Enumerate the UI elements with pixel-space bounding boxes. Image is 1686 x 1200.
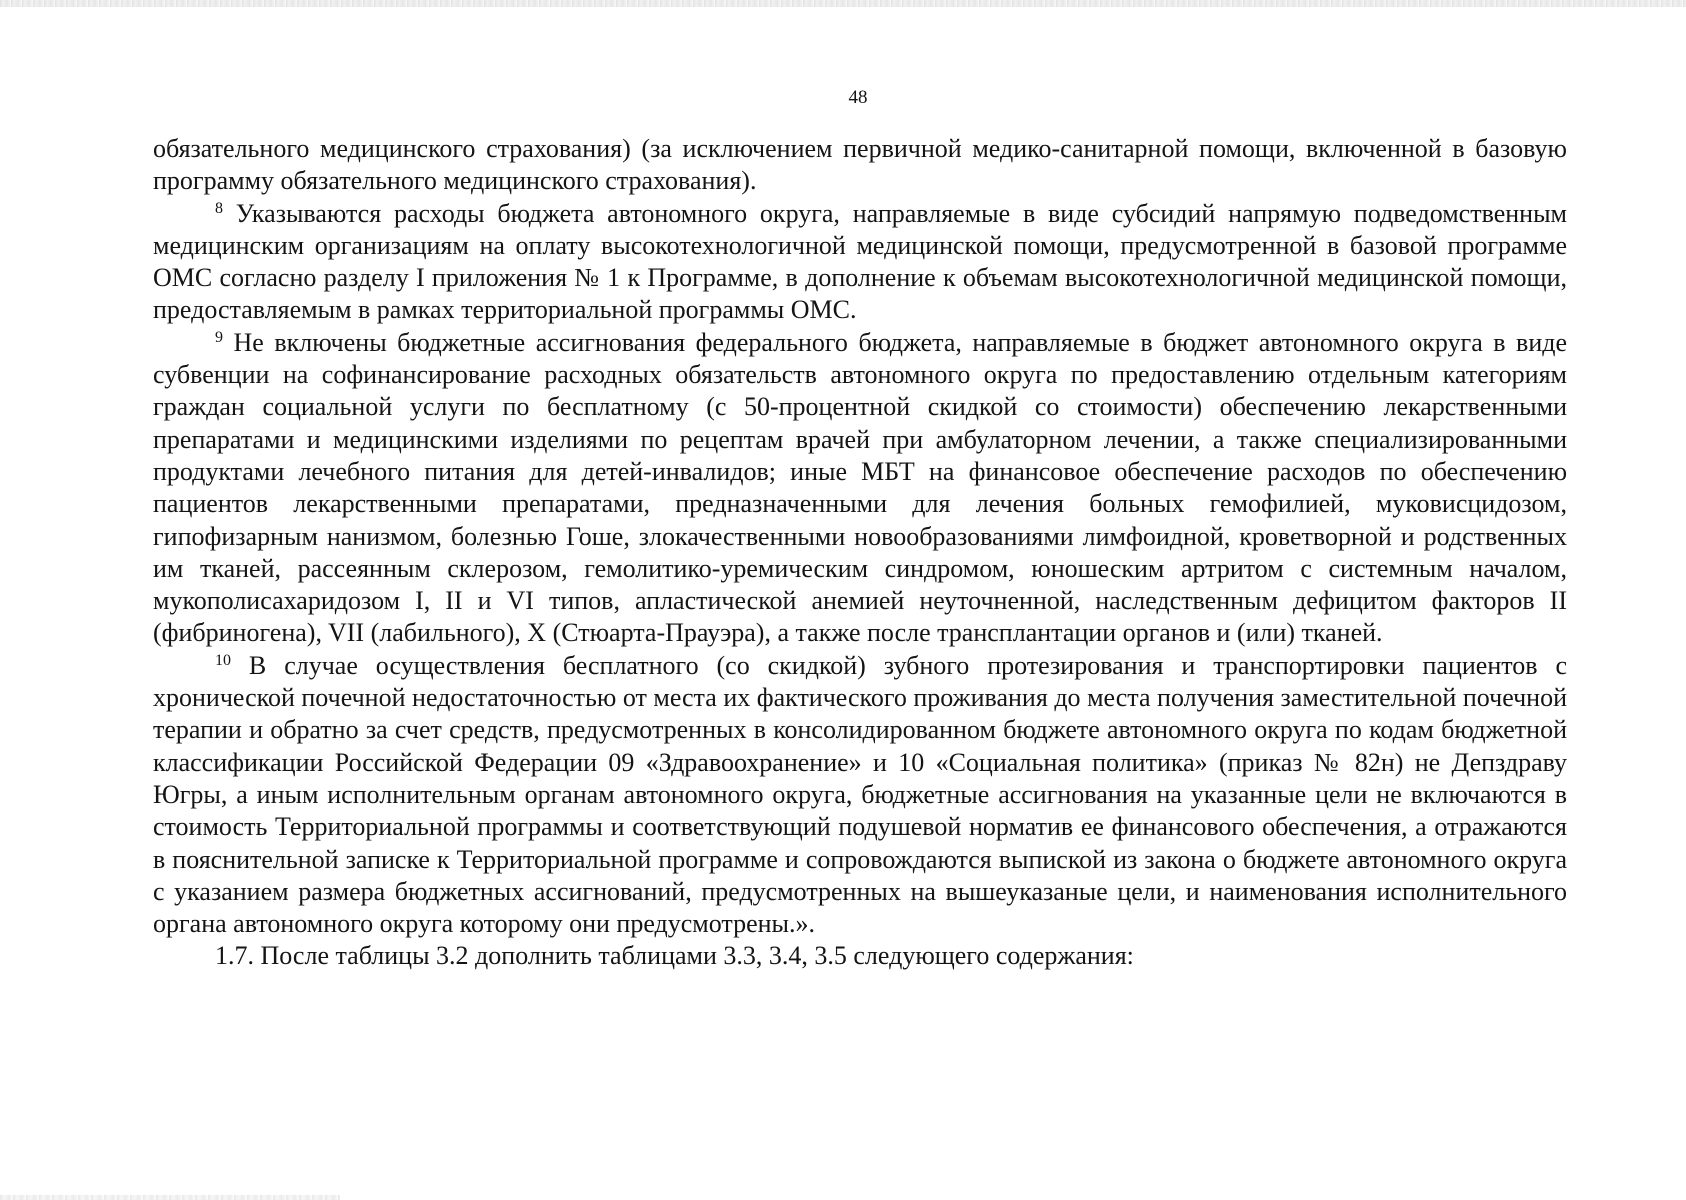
footnote-9-mark: 9 — [215, 328, 223, 346]
footnote-8-mark: 8 — [215, 199, 223, 217]
footnote-8 — [153, 198, 1567, 327]
page-number: 48 — [848, 87, 868, 108]
footnote-9 — [153, 327, 1567, 650]
scan-edge-top — [0, 0, 1686, 7]
footnote-10 — [153, 650, 1567, 941]
footnote-9-text: Не включены бюджетные ассигнования федерального бюджета, направляемые в бюджет автономного округа в виде субвенции на софинансирование расходных обязательств автономного округа по предоставлению отдельным категориям граждан социальной услуги по бесплатному (с 50-процентной скидкой со стоимости) обеспечению лекарственными препаратами и медицинскими изделиями по рецептам врачей при амбулаторном лечении, а также специализированными продуктами лечебного питания для детей-инвалидов; иные МБТ на финансовое обеспечение расходов по обеспечению пациентов лекарственными препаратами, предназначенными для лечения больных гемофилией, муковисцидозом, гипофизарным нанизмом, болезнью Гоше, злокачественными новообразованиями лимфоидной, кроветворной и родственных им тканей, рассеянным склерозом, гемолитико-уремическим синдромом, юношеским артритом с системным началом, мукополисахаридозом I, II и VI типов, апластической анемией неуточненной, наследственным дефицитом факторов II (фибриногена), VII (лабильного), X (Стюарта-Прауэра), а также после трансплантации органов и (или) тканей. — [153, 327, 1567, 648]
item-1-7: 1.7. После таблицы 3.2 дополнить таблицами 3.3, 3.4, 3.5 следующего содержания: — [215, 941, 1134, 971]
scan-edge-bottom — [0, 1195, 340, 1200]
paragraph-continuation: обязательного медицинского страхования) (за исключением первичной медико-санитарной помощи, включенной в базовую программу обязательного медицинского страхования). — [153, 134, 1567, 196]
footnote-10-text: В случае осуществления бесплатного (со скидкой) зубного протезирования и транспортировки пациентов с хронической почечной недостаточностью от места их фактического проживания до места получения заместительной почечной терапии и обратно за счет средств, предусмотренных в консолидированном бюджете автономного округа по кодам бюджетной классификации Российской Федерации 09 «Здравоохранение» и 10 «Социальная политика» (приказ № 82н) не Депздраву Югры, а иным исполнительным органам автономного округа, бюджетные ассигнования на указанные цели не включаются в стоимость Территориальной программы и соответствующий подушевой норматив ее финансового обеспечения, а отражаются в пояснительной записке к Территориальной программе и сопровождаются выпиской из закона о бюджете автономного округа с указанием размера бюджетных ассигнований, предусмотренных на вышеуказаные цели, и наименования исполнительного органа автономного округа которому они предусмотрены.». — [153, 650, 1567, 939]
document-body — [153, 133, 1567, 973]
footnote-8-text: Указываются расходы бюджета автономного округа, направляемые в виде субсидий напрямую подведомственным медицинским организациям на оплату высокотехнологичной медицинской помощи, предусмотренной в базовой программе ОМС согласно разделу I приложения № 1 к Программе, в дополнение к объемам высокотехнологичной медицинской помощи, предоставляемым в рамках территориальной программы ОМС. — [153, 198, 1567, 325]
footnote-10-mark: 10 — [215, 651, 231, 669]
